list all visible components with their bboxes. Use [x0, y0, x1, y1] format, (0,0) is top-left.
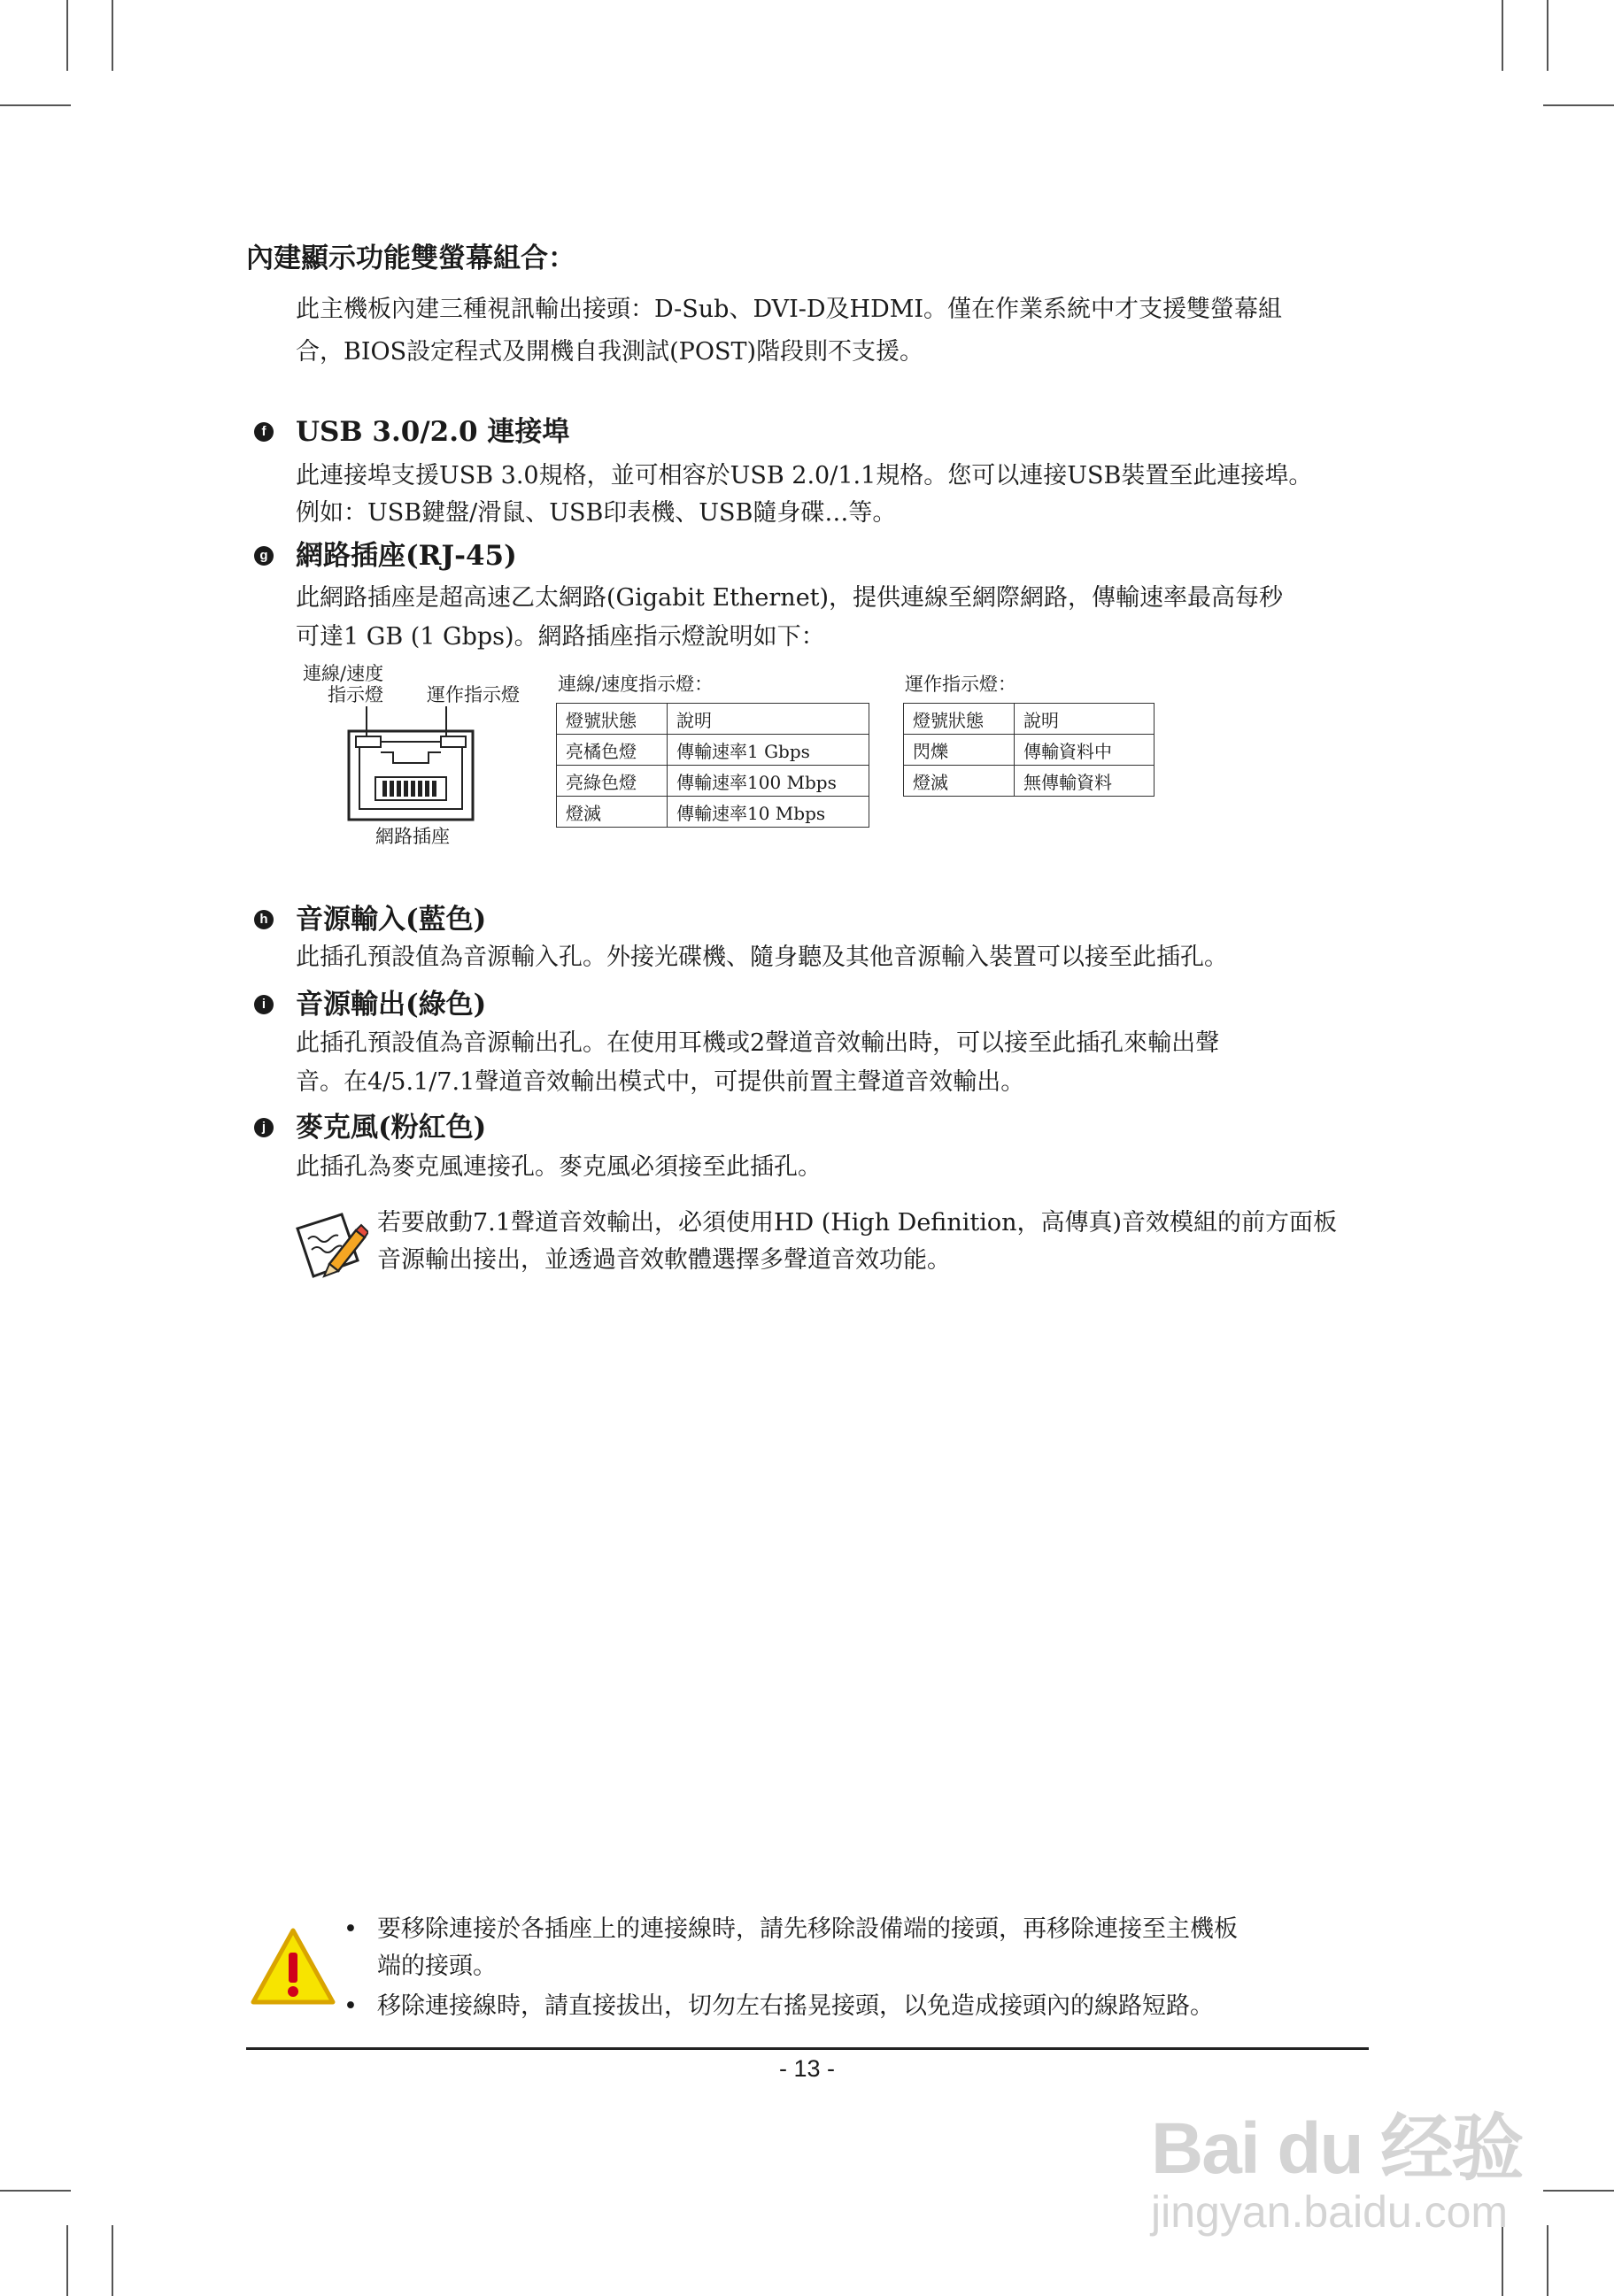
section-line: 此連接埠支援USB 3.0規格，並可相容於USB 2.0/1.1規格。您可以連接USB裝置至此連接埠。 — [296, 462, 1313, 489]
section-line: 音。在4/5.1/7.1聲道音效輸出模式中，可提供前置主聲道音效輸出。 — [296, 1068, 1025, 1096]
crop-mark — [66, 2225, 68, 2296]
baidu-watermark-url: jingyan.baidu.com — [1151, 2187, 1509, 2237]
table-row — [904, 735, 1155, 766]
marker-j: j — [254, 1118, 274, 1137]
section-title-lan: 網路插座(RJ-45) — [296, 540, 517, 572]
caution-line: 移除連接線時，請直接拔出，切勿左右搖晃接頭，以免造成接頭內的線路短路。 — [377, 1992, 1214, 2020]
section-title-mic: 麥克風(粉紅色) — [296, 1112, 487, 1144]
pencil-note-icon — [290, 1209, 368, 1282]
note-line: 音源輸出接出，並透過音效軟體選擇多聲道音效功能。 — [377, 1246, 951, 1274]
speed-led-table — [556, 703, 869, 828]
page-number: - 13 - — [778, 2055, 836, 2082]
crop-mark — [0, 104, 71, 106]
activity-led-table — [903, 703, 1155, 797]
speed-table-title: 連線/速度指示燈： — [558, 674, 714, 695]
table-cell: 燈滅 — [904, 766, 1015, 797]
caution-line: 端的接頭。 — [377, 1953, 497, 1980]
section-title-audio-out: 音源輸出(綠色) — [296, 989, 487, 1021]
intro-line: 合，BIOS設定程式及開機自我測試(POST)階段則不支援。 — [296, 338, 924, 366]
marker-f: f — [254, 422, 274, 442]
crop-mark — [1543, 104, 1614, 106]
crop-mark — [112, 2225, 113, 2296]
crop-mark — [1547, 2225, 1548, 2296]
caution-bullet: • — [344, 1992, 358, 2020]
section-line: 例如：USB鍵盤/滑鼠、USB印表機、USB隨身碟…等。 — [296, 499, 897, 527]
marker-h: h — [254, 910, 274, 929]
table-cell: 無傳輸資料 — [1015, 766, 1155, 797]
activity-led-label: 運作指示燈 — [427, 684, 520, 705]
section-line: 此插孔預設值為音源輸入孔。外接光碟機、隨身聽及其他音源輸入裝置可以接至此插孔。 — [296, 944, 1228, 971]
table-header: 說明 — [1015, 704, 1155, 735]
table-header: 說明 — [668, 704, 869, 735]
intro-line: 此主機板內建三種視訊輸出接頭：D-Sub、DVI-D及HDMI。僅在作業系統中才支援雙螢幕組 — [296, 296, 1283, 323]
section-line: 可達1 GB (1 Gbps)。網路插座指示燈說明如下： — [296, 623, 825, 651]
port-label: 網路插座 — [375, 826, 450, 847]
table-row — [904, 766, 1155, 797]
table-row — [557, 735, 869, 766]
table-row — [904, 704, 1155, 735]
crop-mark — [0, 2190, 71, 2192]
table-cell: 閃爍 — [904, 735, 1015, 766]
table-cell: 亮橘色燈 — [557, 735, 668, 766]
section-title-audio-in: 音源輸入(藍色) — [296, 904, 487, 936]
table-row — [557, 797, 869, 828]
crop-mark — [66, 0, 68, 71]
crop-mark — [112, 0, 113, 71]
table-cell: 傳輸資料中 — [1015, 735, 1155, 766]
warning-icon — [250, 1926, 336, 2007]
table-cell: 亮綠色燈 — [557, 766, 668, 797]
table-row — [557, 704, 869, 735]
caution-bullet: • — [344, 1915, 358, 1943]
crop-mark — [1543, 2190, 1614, 2192]
section-line: 此插孔預設值為音源輸出孔。在使用耳機或2聲道音效輸出時，可以接至此插孔來輸出聲 — [296, 1029, 1220, 1057]
marker-g: g — [254, 546, 274, 566]
speed-led-label: 連線/速度 — [303, 663, 384, 684]
table-cell: 燈滅 — [557, 797, 668, 828]
table-cell: 傳輸速率1 Gbps — [668, 735, 869, 766]
marker-i: i — [254, 995, 274, 1014]
activity-table-title: 運作指示燈： — [905, 674, 1016, 695]
table-header: 燈號狀態 — [557, 704, 668, 735]
baidu-watermark-logo: Bai du 经验 — [1151, 2108, 1523, 2189]
note-line: 若要啟動7.1聲道音效輸出，必須使用HD (High Definition，高傳真)音效模組的前方面板 — [377, 1209, 1338, 1237]
table-cell: 傳輸速率10 Mbps — [668, 797, 869, 828]
footer-divider — [246, 2047, 1369, 2050]
intro-title: 內建顯示功能雙螢幕組合： — [246, 243, 575, 274]
section-line: 此插孔為麥克風連接孔。麥克風必須接至此插孔。 — [296, 1153, 822, 1181]
section-title-usb: USB 3.0/2.0 連接埠 — [296, 416, 570, 448]
rj45-port-diagram — [340, 706, 482, 823]
table-cell: 傳輸速率100 Mbps — [668, 766, 869, 797]
crop-mark — [1502, 0, 1503, 71]
section-line: 此網路插座是超高速乙太網路(Gigabit Ethernet)，提供連線至網際網路，傳輸速率最高每秒 — [296, 584, 1284, 612]
speed-led-label: 指示燈 — [328, 684, 383, 705]
table-header: 燈號狀態 — [904, 704, 1015, 735]
caution-line: 要移除連接於各插座上的連接線時，請先移除設備端的接頭，再移除連接至主機板 — [377, 1915, 1238, 1943]
crop-mark — [1547, 0, 1548, 71]
table-row — [557, 766, 869, 797]
